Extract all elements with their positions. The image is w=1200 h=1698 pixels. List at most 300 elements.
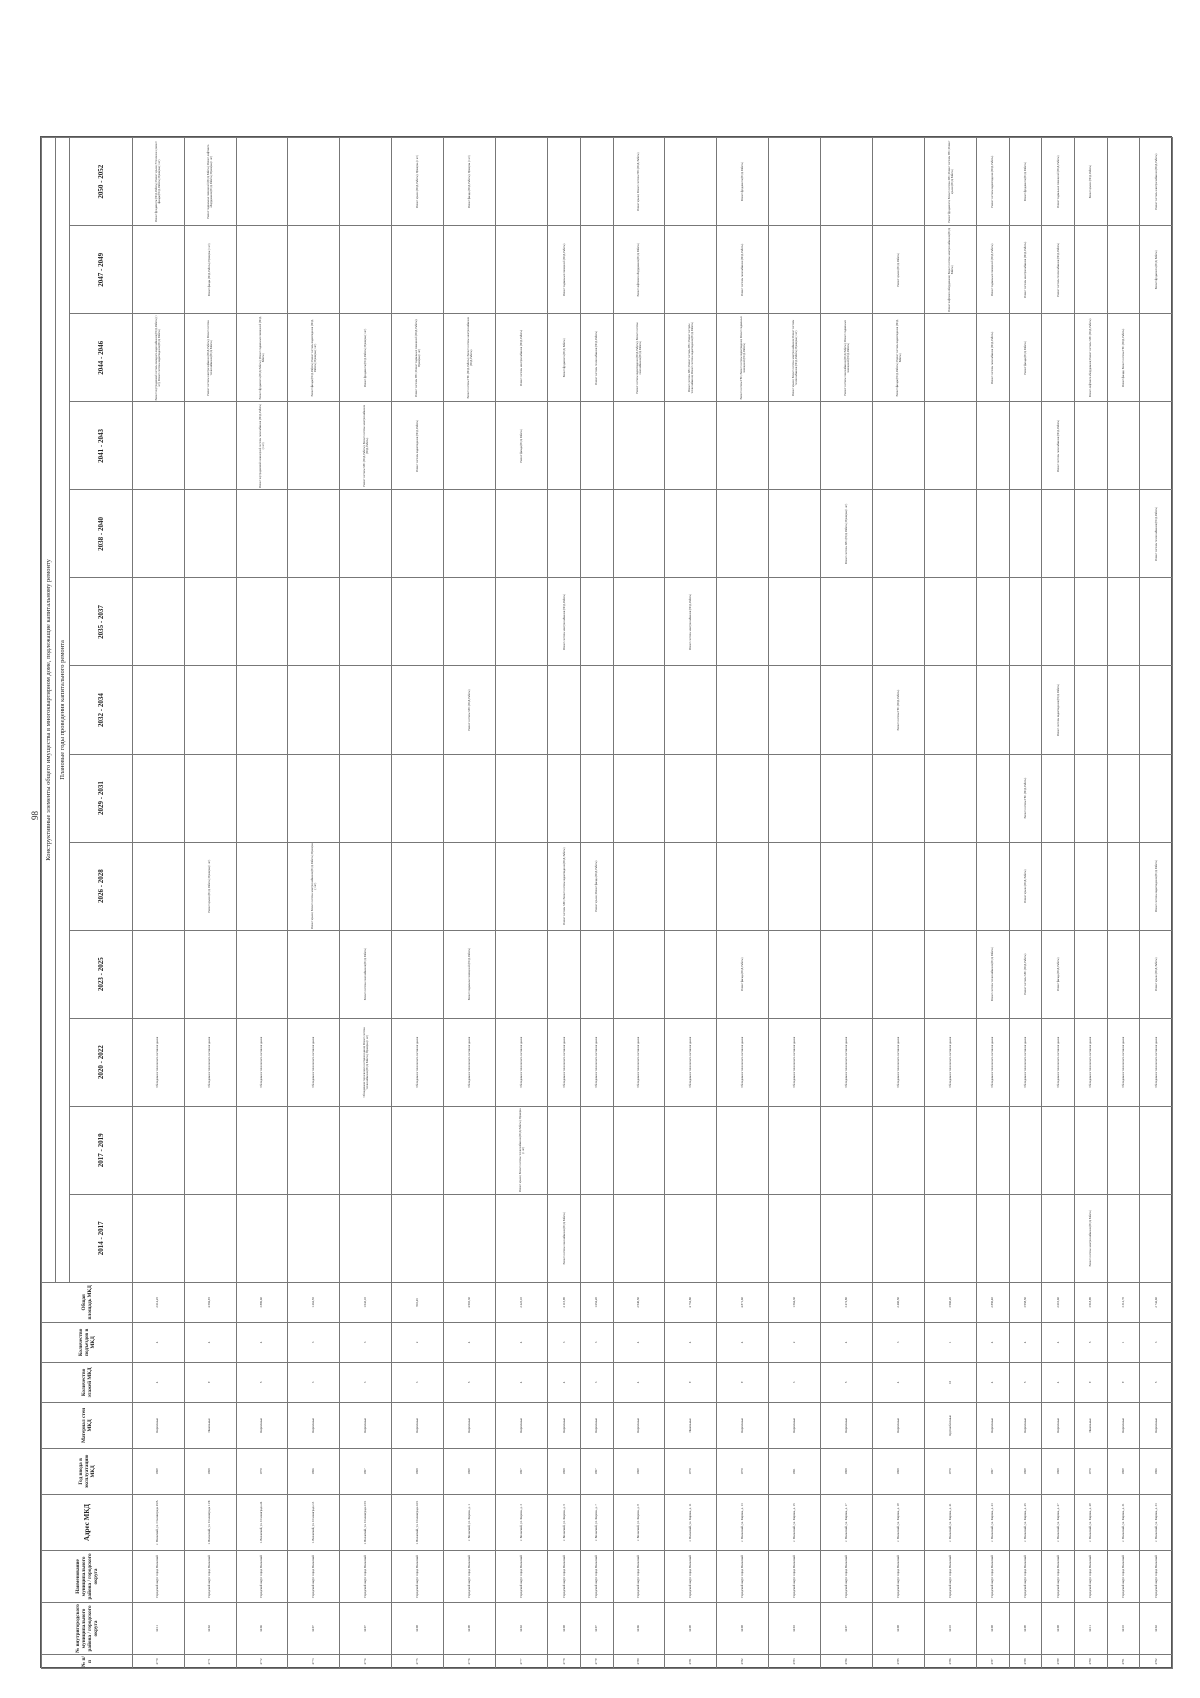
cell-num: 4791	[1107, 1655, 1140, 1669]
cell-period-work: Обследование технического состояния здания	[873, 1018, 925, 1106]
cell-entrances: 4	[717, 1322, 769, 1362]
cell-period-work	[392, 842, 444, 930]
cell-period-work	[1107, 930, 1140, 1018]
header-address: Адрес МКД	[42, 1494, 133, 1550]
cell-floors: 4	[496, 1362, 548, 1402]
cell-period-work	[580, 1194, 613, 1282]
cell-period-work: Ремонт крыши; Ремонт системы ГВС (ПСД, Работы)	[613, 138, 665, 226]
cell-period-work: Ремонт фундамента (ПСД, Работы)	[717, 138, 769, 226]
cell-num: 4783	[769, 1655, 821, 1669]
cell-period-work	[580, 226, 613, 314]
cell-period-work: Ремонт системы ГВС; Ремонт системы водоотведения; Ремонт подвальных помещений (ПСД, Работы)	[717, 314, 769, 402]
cell-district-name: Городской округ город Волжский	[717, 1550, 769, 1602]
cell-period-work	[1140, 1194, 1173, 1282]
cell-period-work: Ремонт фасада (ПСД, Работы); Проверка (1 шт)	[444, 138, 496, 226]
cell-address: г. Волжский, ул. Кирова, д. 31	[1107, 1494, 1140, 1550]
cell-period-work	[925, 842, 977, 930]
cell-num: 4780	[613, 1655, 665, 1669]
header-year: Год ввода в эксплуатацию МКД	[42, 1448, 133, 1494]
cell-period-work	[769, 138, 821, 226]
cell-period-work	[769, 666, 821, 754]
cell-year: 1967	[977, 1448, 1010, 1494]
cell-period-work	[496, 930, 548, 1018]
cell-period-work	[1140, 314, 1173, 402]
cell-period-work: Ремонт фундамента (ПСД, Работы); Ремонт крыши; Утепление и ремонт фасада (ПСД, Работы); Проверка (1 шт)	[132, 138, 184, 226]
cell-period-work: Ремонт фасада (ПСД, Работы)	[1009, 314, 1042, 402]
cell-period-work	[613, 402, 665, 490]
cell-period-work	[236, 1194, 288, 1282]
cell-year: 1966	[288, 1448, 340, 1494]
cell-material: Кирпичные	[613, 1402, 665, 1448]
cell-area: 4 752,80	[665, 1282, 717, 1322]
cell-entrances: 2	[392, 1322, 444, 1362]
cell-district-num: 34:07	[288, 1602, 340, 1654]
cell-period-work	[392, 1106, 444, 1194]
cell-period-work	[548, 754, 581, 842]
cell-entrances: 4	[665, 1322, 717, 1362]
cell-area: 3 958,50	[1009, 1282, 1042, 1322]
cell-period-work: Ремонт системы ХВС (ПСД, Работы)	[1009, 930, 1042, 1018]
cell-year: 1968	[392, 1448, 444, 1494]
cell-period-work	[444, 578, 496, 666]
cell-year: 1970	[236, 1448, 288, 1494]
cell-floors: 5	[236, 1362, 288, 1402]
cell-period-work	[1009, 1106, 1042, 1194]
cell-area: 3 896,60	[236, 1282, 288, 1322]
cell-period-work	[132, 666, 184, 754]
cell-area: 4 903,30	[444, 1282, 496, 1322]
cell-material: Кирпичные	[1042, 1402, 1075, 1448]
header-district-num: № внутригородского муниципального района / городского округа	[42, 1602, 133, 1654]
cell-district-name: Городской округ город Волжский	[613, 1550, 665, 1602]
cell-period-work	[1140, 578, 1173, 666]
cell-period-work	[392, 666, 444, 754]
cell-period-work	[977, 666, 1010, 754]
cell-period-work	[821, 1106, 873, 1194]
cell-period-work	[288, 402, 340, 490]
cell-period-work	[1075, 754, 1108, 842]
cell-period-work	[873, 138, 925, 226]
cell-area: 910,45	[392, 1282, 444, 1322]
cell-material: Кирпичные	[496, 1402, 548, 1448]
cell-district-num: 34:11	[132, 1602, 184, 1654]
header-period: 2050 - 2052	[70, 138, 132, 226]
cell-district-name: Городской округ город Волжский	[580, 1550, 613, 1602]
cell-period-work: Обследование технического состояния здания	[717, 1018, 769, 1106]
cell-period-work	[717, 666, 769, 754]
table-row	[925, 138, 977, 1669]
cell-period-work: Ремонт системы теплоснабжения (ПСД, Работы)	[580, 314, 613, 402]
cell-district-name: Городской округ город Волжский	[1075, 1550, 1108, 1602]
cell-period-work	[769, 930, 821, 1018]
cell-period-work: Ремонт системы ГВС (ПСД, Работы)	[873, 666, 925, 754]
cell-period-work	[1009, 666, 1042, 754]
cell-material: Кирпичные	[977, 1402, 1010, 1448]
cell-period-work	[548, 930, 581, 1018]
cell-area: 2 614,25	[132, 1282, 184, 1322]
cell-period-work	[1042, 1106, 1075, 1194]
cell-year: 1970	[1075, 1448, 1108, 1494]
header-period: 2038 - 2040	[70, 490, 132, 578]
cell-num: 4775	[392, 1655, 444, 1669]
cell-num: 4788	[1009, 1655, 1042, 1669]
cell-period-work	[1075, 402, 1108, 490]
cell-area: 2 850,40	[977, 1282, 1010, 1322]
cell-period-work: Ремонт подвальных помещений (ПСД, Работы); Ремонт лифтового оборудования (ПСД, Работы); Проверка (1 шт)	[184, 138, 236, 226]
cell-area: 3 918,90	[1075, 1282, 1108, 1322]
cell-area: 4 871,60	[717, 1282, 769, 1322]
cell-period-work	[444, 754, 496, 842]
cell-period-work	[821, 226, 873, 314]
cell-period-work: Обследование технического состояния здания	[392, 1018, 444, 1106]
cell-period-work	[340, 842, 392, 930]
cell-address: г. Волжский, ул. Кирова, д. 29	[1075, 1494, 1108, 1550]
cell-period-work: Ремонт подвальных помещений (ПСД, Работы)	[977, 226, 1010, 314]
cell-period-work	[821, 1194, 873, 1282]
cell-period-work	[444, 1194, 496, 1282]
cell-address: г. Волжский, ул. Кирова, д. 21	[925, 1494, 977, 1550]
cell-period-work	[288, 226, 340, 314]
cell-period-work	[665, 754, 717, 842]
cell-period-work: Обследование технического состояния здания	[1009, 1018, 1042, 1106]
cell-period-work	[717, 1106, 769, 1194]
cell-period-work	[288, 578, 340, 666]
cell-district-name: Городской округ город Волжский	[1107, 1550, 1140, 1602]
cell-period-work: Ремонт подвальных помещений (ПСД, Работы)	[548, 226, 581, 314]
cell-entrances: 4	[184, 1322, 236, 1362]
cell-period-work: Ремонт системы водоотведения (ПСД, Работы); Ремонт системы газоснабжения (ПСД, Работы)	[613, 314, 665, 402]
cell-material: Кирпичные	[873, 1402, 925, 1448]
cell-district-name: Городской округ город Волжский	[496, 1550, 548, 1602]
cell-floors: 3	[580, 1362, 613, 1402]
cell-area: 1 654,20	[580, 1282, 613, 1322]
rotated-table-container	[41, 137, 1173, 1669]
cell-period-work: Ремонт системы газоснабжения (ПСД, Работы)	[548, 1194, 581, 1282]
cell-material: Кирпичные	[548, 1402, 581, 1448]
cell-period-work	[496, 138, 548, 226]
cell-period-work	[1140, 1106, 1173, 1194]
cell-material: Кирпичные	[1009, 1402, 1042, 1448]
cell-period-work	[236, 490, 288, 578]
cell-period-work: Ремонт системы водоотведения (ПСД, Работы)	[392, 402, 444, 490]
header-period: 2041 - 2043	[70, 402, 132, 490]
cell-num: 4770	[132, 1655, 184, 1669]
cell-period-work: Ремонт системы газоснабжения (ПСД, Работы)	[717, 226, 769, 314]
cell-period-work: Обследование технического состояния здания	[184, 1018, 236, 1106]
table-row	[444, 138, 496, 1669]
cell-period-work: Ремонт системы ГВС; Ремонт подвальных помещений (ПСД, Работы); Проверка (1 шт)	[392, 314, 444, 402]
cell-num: 4787	[977, 1655, 1010, 1669]
cell-period-work	[1107, 402, 1140, 490]
cell-period-work: Ремонт крыши (ПСД, Работы); Проверка (1 шт)	[392, 138, 444, 226]
cell-period-work: Ремонт крыши (ПСД, Работы)	[1140, 930, 1173, 1018]
cell-period-work	[665, 666, 717, 754]
cell-floors: 9	[717, 1362, 769, 1402]
cell-area: 3 472,80	[821, 1282, 873, 1322]
cell-district-num: 34:09	[665, 1602, 717, 1654]
cell-entrances: 4	[1009, 1322, 1042, 1362]
cell-year: 1967	[340, 1448, 392, 1494]
cell-period-work	[873, 930, 925, 1018]
cell-year: 1968	[873, 1448, 925, 1494]
cell-period-work	[392, 226, 444, 314]
cell-period-work: Обследование технического состояния здания	[1140, 1018, 1173, 1106]
cell-period-work	[548, 402, 581, 490]
cell-period-work	[236, 842, 288, 930]
cell-num: 4774	[340, 1655, 392, 1669]
cell-address: г. Волжский, ул. Кирова, д. 5	[548, 1494, 581, 1550]
cell-district-name: Городской округ город Волжский	[1009, 1550, 1042, 1602]
cell-period-work	[1009, 1194, 1042, 1282]
cell-period-work	[1107, 666, 1140, 754]
cell-material: Кирпичные	[1140, 1402, 1173, 1448]
cell-period-work: Ремонт фасада (ПСД, Работы)	[496, 402, 548, 490]
cell-area: 2 115,90	[548, 1282, 581, 1322]
cell-num: 4792	[1140, 1655, 1173, 1669]
header-group-title: Конструктивные элементы общего имущества в многоквартирном доме, подлежащие капитальному ремонту	[42, 138, 56, 1283]
cell-period-work: Ремонт лифтового оборудования; Ремонт системы ХВС (ПСД, Работы)	[1075, 314, 1108, 402]
cell-area: 4 584,93	[184, 1282, 236, 1322]
cell-period-work: Ремонт системы электроснабжения (ПСД, Работы)	[496, 314, 548, 402]
cell-district-num: 34:10	[1107, 1602, 1140, 1654]
cell-period-work	[1009, 402, 1042, 490]
cell-period-work: Обследование технического состояния здания	[580, 1018, 613, 1106]
cell-area: 1 043,10	[340, 1282, 392, 1322]
cell-period-work	[184, 666, 236, 754]
cell-period-work	[769, 754, 821, 842]
cell-period-work: Ремонт крыши (ПСД, Работы)	[873, 226, 925, 314]
cell-floors: 9	[1107, 1362, 1140, 1402]
cell-period-work	[1107, 754, 1140, 842]
cell-period-work: Обследование технического состояния здания	[444, 1018, 496, 1106]
cell-period-work	[925, 666, 977, 754]
cell-period-work	[1075, 226, 1108, 314]
cell-area: 3 312,70	[1107, 1282, 1140, 1322]
cell-period-work	[184, 490, 236, 578]
cell-period-work: Обследование технического состояния здания; Ремонт системы теплоснабжения (ПСД, Работы); Проверка (1 шт)	[340, 1018, 392, 1106]
cell-entrances: 3	[873, 1322, 925, 1362]
cell-entrances: 4	[977, 1322, 1010, 1362]
cell-period-work	[132, 578, 184, 666]
header-material: Материал стен МКД	[42, 1402, 133, 1448]
cell-address: г. Волжский, ул. Кирова, д. 15	[769, 1494, 821, 1550]
cell-period-work: Обследование технического состояния здания	[977, 1018, 1010, 1106]
cell-period-work	[288, 1106, 340, 1194]
cell-period-work: Ремонт крыши (ПСД, Работы)	[1075, 138, 1108, 226]
cell-address: г. Волжский, ул. Кирова, д. 17	[821, 1494, 873, 1550]
cell-period-work	[132, 1106, 184, 1194]
cell-period-work	[340, 490, 392, 578]
cell-period-work: Ремонт крыши; Ремонт системы теплоснабжения (ПСД, Работы); Проверка (1 шт)	[496, 1106, 548, 1194]
cell-period-work	[613, 754, 665, 842]
cell-period-work	[288, 138, 340, 226]
cell-num: 4771	[184, 1655, 236, 1669]
cell-period-work	[665, 138, 717, 226]
cell-period-work	[925, 314, 977, 402]
cell-period-work	[132, 490, 184, 578]
header-period: 2044 - 2046	[70, 314, 132, 402]
cell-period-work: Обследование технического состояния здания	[548, 1018, 581, 1106]
cell-period-work	[717, 842, 769, 930]
cell-period-work: Ремонт фасада (ПСД, Работы); Ремонт системы водоотведения (ПСД, Работы)	[873, 314, 925, 402]
cell-period-work	[613, 666, 665, 754]
cell-district-name: Городской округ город Волжский	[392, 1550, 444, 1602]
cell-period-work	[288, 490, 340, 578]
cell-entrances: 4	[236, 1322, 288, 1362]
cell-district-name: Городской округ город Волжский	[288, 1550, 340, 1602]
cell-period-work	[184, 402, 236, 490]
table-row	[821, 138, 873, 1669]
cell-period-work	[444, 402, 496, 490]
cell-period-work: Обследование технического состояния здания	[821, 1018, 873, 1106]
cell-entrances: 3	[1140, 1322, 1173, 1362]
cell-address: г. Волжский, ул. Кирова, д. 33	[1140, 1494, 1173, 1550]
cell-period-work: Ремонт крыши; Ремонт системы электроснабжения (ПСД, Работы); Проверка (1 шт)	[288, 842, 340, 930]
cell-period-work: Ремонт системы теплоснабжения (ПСД, Работы)	[1042, 226, 1075, 314]
table-row	[288, 138, 340, 1669]
cell-material: Панельные	[184, 1402, 236, 1448]
cell-period-work: Обследование технического состояния здания	[925, 1018, 977, 1106]
cell-floors: 9	[184, 1362, 236, 1402]
cell-period-work	[496, 842, 548, 930]
cell-period-work	[1042, 314, 1075, 402]
cell-period-work: Ремонт системы электроснабжения (ПСД, Работы)	[548, 578, 581, 666]
cell-period-work: Ремонт системы газоснабжения (ПСД, Работы)	[340, 930, 392, 1018]
cell-year: 1969	[613, 1448, 665, 1494]
cell-period-work	[132, 754, 184, 842]
cell-period-work	[132, 402, 184, 490]
cell-period-work	[340, 666, 392, 754]
cell-period-work	[1107, 1106, 1140, 1194]
cell-year: 1968	[1042, 1448, 1075, 1494]
cell-num: 4786	[925, 1655, 977, 1669]
cell-material: Кирпичные	[132, 1402, 184, 1448]
cell-period-work	[1107, 226, 1140, 314]
cell-floors: 4	[132, 1362, 184, 1402]
cell-entrances: 1	[925, 1322, 977, 1362]
cell-period-work	[444, 1106, 496, 1194]
cell-period-work	[184, 754, 236, 842]
cell-floors: 5	[821, 1362, 873, 1402]
cell-material: Кирпичные	[392, 1402, 444, 1448]
cell-district-name: Городской округ город Волжский	[977, 1550, 1010, 1602]
cell-year: 1961	[769, 1448, 821, 1494]
cell-material: Кирпичные	[236, 1402, 288, 1448]
cell-district-num: 34:08	[717, 1602, 769, 1654]
cell-period-work: Обследование технического состояния здания	[288, 1018, 340, 1106]
cell-period-work	[717, 754, 769, 842]
cell-period-work	[1107, 490, 1140, 578]
table-row	[1107, 138, 1140, 1669]
cell-period-work: Ремонт системы ГВС (ПСД, Работы)	[1009, 754, 1042, 842]
header-period: 2023 - 2025	[70, 930, 132, 1018]
cell-period-work: Обследование технического состояния здания	[769, 1018, 821, 1106]
cell-period-work: Ремонт системы водоотведения (ПСД, Работы)	[1042, 666, 1075, 754]
cell-period-work: Ремонт фундамента (ПСД, Работы)	[1140, 226, 1173, 314]
cell-district-num: 34:07	[580, 1602, 613, 1654]
header-period: 2017 - 2019	[70, 1106, 132, 1194]
cell-period-work: Ремонт системы теплоснабжения (ПСД, Работы)	[1140, 490, 1173, 578]
cell-period-work	[925, 930, 977, 1018]
cell-year: 1969	[1009, 1448, 1042, 1494]
cell-period-work	[665, 402, 717, 490]
cell-floors: 4	[873, 1362, 925, 1402]
cell-period-work	[496, 754, 548, 842]
cell-period-work	[132, 1194, 184, 1282]
cell-period-work	[288, 754, 340, 842]
cell-period-work	[288, 930, 340, 1018]
cell-period-work	[184, 930, 236, 1018]
header-floors: Количество этажей МКД	[42, 1362, 133, 1402]
cell-floors: 3	[769, 1362, 821, 1402]
cell-address: г. Волжский, ул. Сталинграда 25/А	[132, 1494, 184, 1550]
cell-address: г. Волжский, ул. Кирова, д. 7	[580, 1494, 613, 1550]
cell-period-work	[496, 666, 548, 754]
cell-material: Кирпичные	[821, 1402, 873, 1448]
cell-period-work	[1140, 754, 1173, 842]
cell-address: г. Волжский, ул. Кирова, д. 23	[977, 1494, 1010, 1550]
cell-period-work	[444, 490, 496, 578]
cell-district-num: 34:09	[1009, 1602, 1042, 1654]
cell-period-work: Обследование технического состояния здания	[496, 1018, 548, 1106]
cell-area: 2 742,60	[1140, 1282, 1173, 1322]
cell-period-work	[236, 754, 288, 842]
cell-district-num: 34:06	[236, 1602, 288, 1654]
cell-period-work	[1042, 490, 1075, 578]
cell-period-work: Ремонт фундамента (ПСД, Работы); Проверка (1 шт)	[340, 314, 392, 402]
cell-period-work	[613, 842, 665, 930]
cell-entrances: 2	[769, 1322, 821, 1362]
cell-address: г. Волжский, ул. Кирова, д. 27	[1042, 1494, 1075, 1550]
header-period: 2029 - 2031	[70, 754, 132, 842]
cell-period-work	[184, 1194, 236, 1282]
table-row	[496, 138, 548, 1669]
cell-period-work	[717, 402, 769, 490]
cell-material: Кирпичные	[288, 1402, 340, 1448]
cell-floors: 3	[392, 1362, 444, 1402]
cell-period-work: Ремонт системы водоотведения (ПСД, Работы)	[977, 138, 1010, 226]
cell-district-num: 34:02	[496, 1602, 548, 1654]
cell-period-work	[717, 1194, 769, 1282]
cell-year: 1966	[1140, 1448, 1173, 1494]
header-district-name: Наименование муниципального района / городского округа	[42, 1550, 133, 1602]
cell-period-work: Ремонт внутридомовой инженерной системы газоснабжения (ПСД, Работы) (1 шт)	[236, 402, 288, 490]
cell-period-work: Обследование технического состояния здания	[1042, 1018, 1075, 1106]
cell-period-work: Ремонт фундамента (ПСД, Работы); Ремонт подвальных помещений (ПСД, Работы)	[236, 314, 288, 402]
cell-entrances: 4	[444, 1322, 496, 1362]
cell-period-work: Ремонт системы электроснабжения (ПСД, Работы)	[1140, 138, 1173, 226]
cell-period-work	[132, 226, 184, 314]
cell-period-work	[977, 754, 1010, 842]
cell-district-name: Городской округ город Волжский	[665, 1550, 717, 1602]
cell-period-work	[184, 578, 236, 666]
cell-district-name: Городской округ город Волжский	[925, 1550, 977, 1602]
cell-district-num: 34:07	[821, 1602, 873, 1654]
cell-period-work	[977, 490, 1010, 578]
cell-period-work	[925, 578, 977, 666]
cell-entrances: 3	[288, 1322, 340, 1362]
cell-period-work: Обследование технического состояния здания	[132, 1018, 184, 1106]
cell-district-name: Городской округ город Волжский	[340, 1550, 392, 1602]
cell-period-work: Ремонт лифтового оборудования; Ремонт системы электроснабжения (ПСД, Работы)	[925, 226, 977, 314]
cell-period-work: Ремонт фундамента (ПСД, Работы)	[1009, 138, 1042, 226]
cell-period-work	[873, 1106, 925, 1194]
table-row	[548, 138, 581, 1669]
cell-period-work	[444, 226, 496, 314]
cell-period-work: Обследование технического состояния здания	[1107, 1018, 1140, 1106]
table-row	[769, 138, 821, 1669]
cell-period-work: Ремонт системы электроснабжения (ПСД, Работы)	[1009, 226, 1042, 314]
